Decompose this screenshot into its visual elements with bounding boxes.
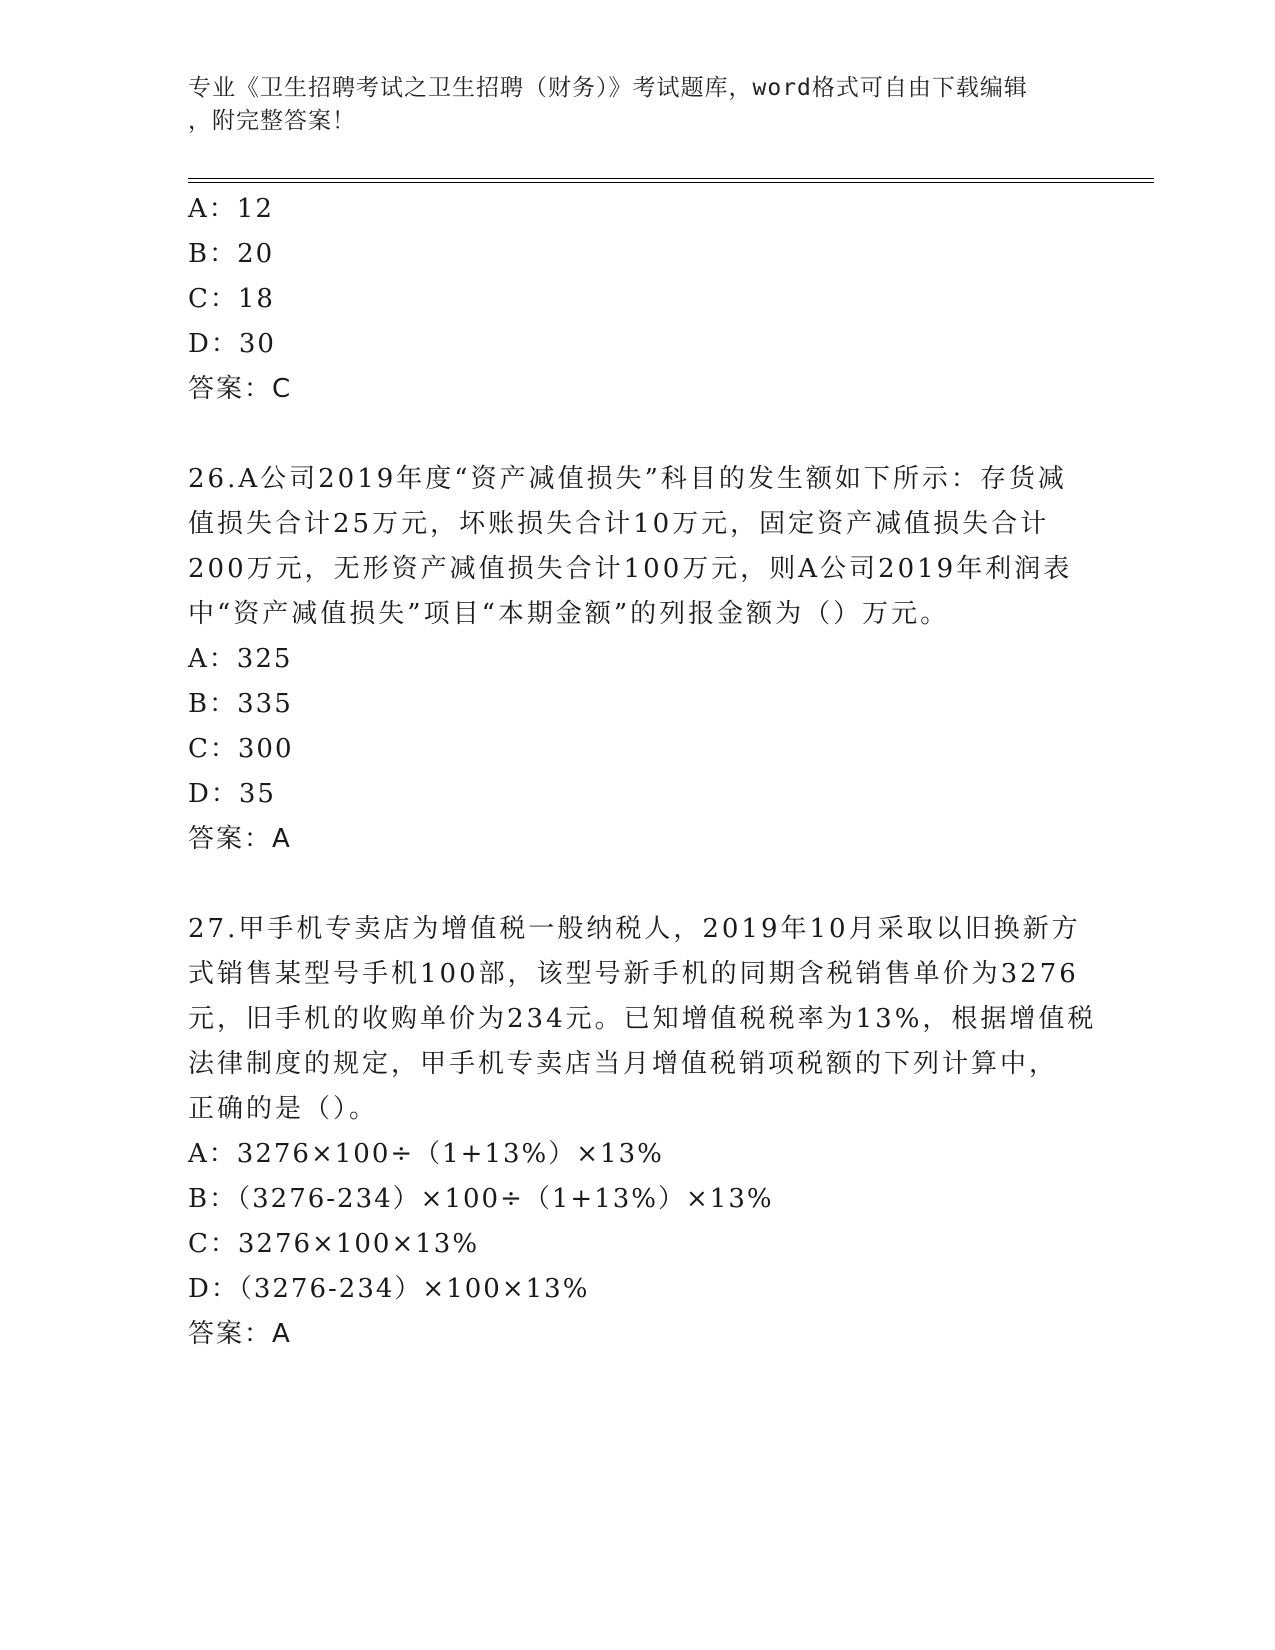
q27-text-line-5: 正确的是（）。: [188, 1094, 379, 1124]
q26-answer: 答案：A: [188, 824, 292, 854]
q27-option-c: C：3276×100×13%: [188, 1229, 480, 1259]
q26-option-c: C：300: [188, 734, 294, 764]
q27-text-line-2: 式销售某型号手机100部，该型号新手机的同期含税销售单价为3276: [188, 959, 1079, 989]
header-divider-bottom: [188, 182, 1154, 183]
q27-text-line-1: 27.甲手机专卖店为增值税一般纳税人，2019年10月采取以旧换新方: [188, 914, 1081, 944]
q27-option-a: A：3276×100÷（1+13%）×13%: [188, 1139, 664, 1169]
header-divider-top: [188, 178, 1154, 179]
q27-text-line-4: 法律制度的规定，甲手机专卖店当月增值税销项税额的下列计算中，: [188, 1049, 1059, 1079]
q26-option-b: B：335: [188, 689, 293, 719]
header-line-1: 专业《卫生招聘考试之卫生招聘（财务）》考试题库，word格式可自由下载编辑: [188, 75, 1028, 101]
q27-option-d: D：（3276-234）×100×13%: [188, 1274, 590, 1304]
q27-text-line-3: 元，旧手机的收购单价为234元。已知增值税税率为13%，根据增值税: [188, 1004, 1097, 1034]
q26-text-line-4: 中“资产减值损失”项目“本期金额”的列报金额为（）万元。: [188, 599, 950, 629]
q26-option-a: A：325: [188, 644, 293, 674]
q25-option-d: D：30: [188, 329, 276, 359]
q27-answer: 答案：A: [188, 1319, 292, 1349]
q26-text-line-2: 值损失合计25万元，坏账损失合计10万元，固定资产减值损失合计: [188, 509, 1050, 539]
q26-text-line-3: 200万元，无形资产减值损失合计100万元，则A公司2019年利润表: [188, 554, 1073, 584]
q27-option-b: B：（3276-234）×100÷（1+13%）×13%: [188, 1184, 774, 1214]
q25-answer: 答案：C: [188, 374, 293, 404]
q26-option-d: D：35: [188, 779, 276, 809]
q25-option-c: C：18: [188, 284, 275, 314]
q26-text-line-1: 26.A公司2019年度“资产减值损失”科目的发生额如下所示：存货减: [188, 464, 1067, 494]
q25-option-b: B：20: [188, 239, 275, 269]
document-header: [188, 72, 1078, 138]
header-line-2: ，附完整答案！: [188, 108, 356, 134]
q25-option-a: A：12: [188, 194, 274, 224]
